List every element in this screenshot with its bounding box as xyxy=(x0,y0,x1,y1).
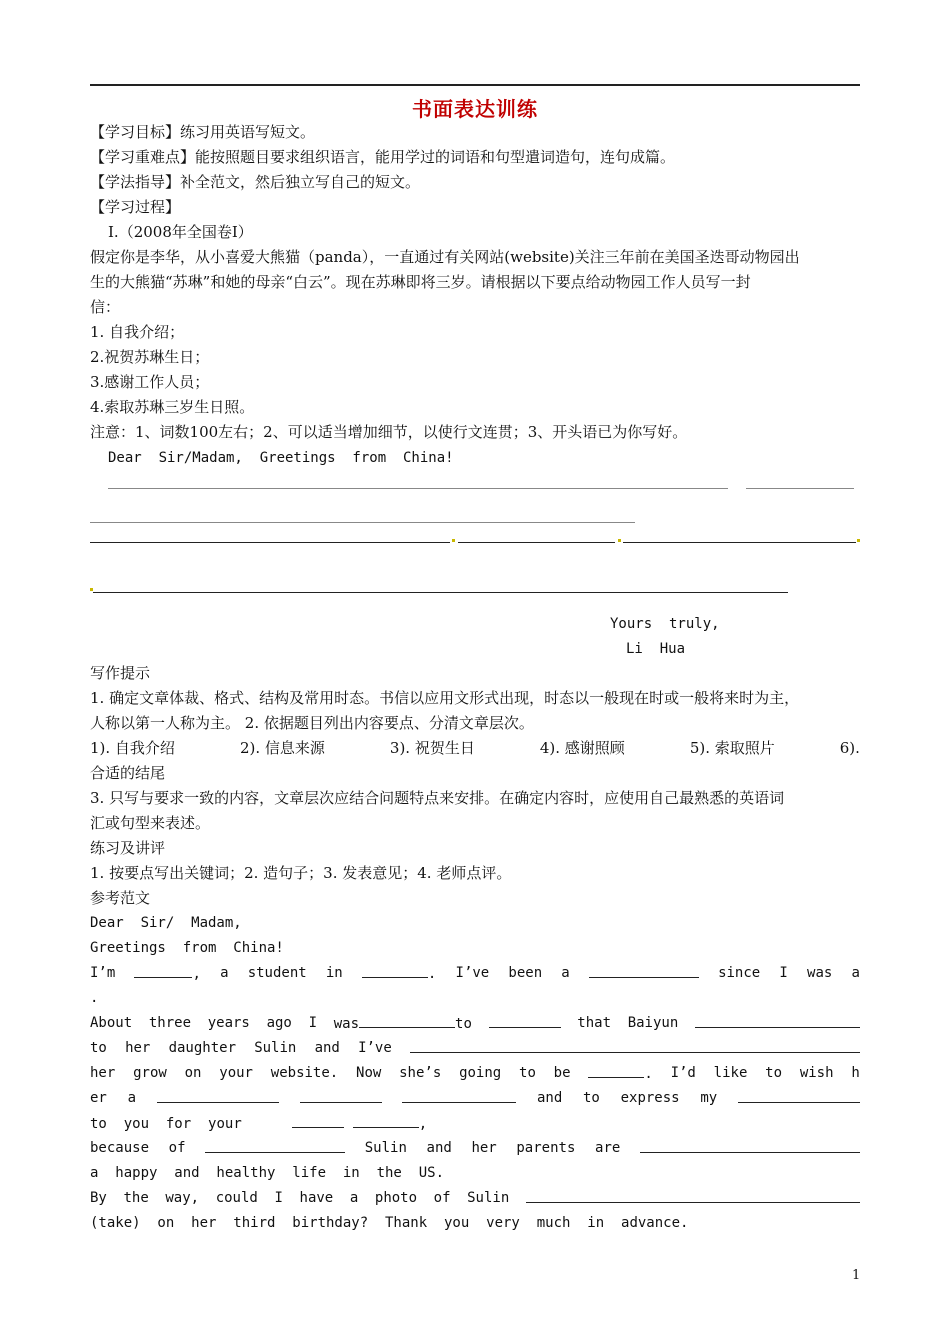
tip-3b: 汇或句型来表述。 xyxy=(90,814,211,832)
word: Sulin xyxy=(254,1040,297,1056)
blank-group xyxy=(334,1013,472,1034)
fill-blank[interactable] xyxy=(589,963,699,978)
word: of xyxy=(433,1190,451,1206)
fill-blank[interactable] xyxy=(353,1113,419,1128)
word: to xyxy=(583,1090,600,1106)
mark-dot xyxy=(452,539,455,542)
word: I’ve xyxy=(358,1040,392,1056)
practice-heading: 练习及讲评 xyxy=(90,839,166,857)
writing-line-1a[interactable] xyxy=(108,488,728,489)
sample-line-5 xyxy=(90,1013,860,1034)
letter-signature: Li Hua xyxy=(626,641,686,657)
sample-line-11: a happy and healthy life in the US. xyxy=(90,1165,445,1181)
word: I xyxy=(274,1190,283,1206)
fill-blank[interactable] xyxy=(134,963,192,978)
letter-closing: Yours truly, xyxy=(610,616,720,632)
word: that xyxy=(577,1015,611,1031)
top-rule xyxy=(90,84,860,86)
word: was xyxy=(807,965,833,981)
tips-heading: 写作提示 xyxy=(90,664,151,682)
task-point-2: 2.祝贺苏琳生日； xyxy=(90,348,210,366)
fill-blank[interactable] xyxy=(738,1088,860,1103)
word: are xyxy=(595,1140,621,1156)
fill-blank[interactable] xyxy=(402,1088,516,1103)
word: like xyxy=(713,1065,748,1081)
word: and xyxy=(536,1090,563,1106)
sample-line-13: (take) on her third birthday? Thank you very much in advance. xyxy=(90,1215,689,1231)
word: . xyxy=(427,966,437,982)
writing-line-1b[interactable] xyxy=(746,488,854,489)
writing-line-3b[interactable] xyxy=(458,542,615,543)
word: your xyxy=(219,1065,253,1081)
tip-step: 5). 索取照片 xyxy=(689,739,775,757)
practice-steps: 1. 按要点写出关键词；2. 造句子；3. 发表意见；4. 老师点评。 xyxy=(90,864,512,882)
word: By xyxy=(90,1190,107,1206)
tip-step: 6). xyxy=(839,739,860,757)
sample-line-8 xyxy=(90,1088,860,1108)
sample-line-9 xyxy=(90,1113,427,1134)
task-point-3: 3.感谢工作人员； xyxy=(90,373,210,391)
sample-line-10 xyxy=(90,1138,860,1158)
sample-line-12 xyxy=(90,1188,860,1208)
word: wish xyxy=(799,1065,834,1081)
word: going xyxy=(459,1065,502,1081)
word: I’d xyxy=(670,1065,696,1081)
writing-line-2[interactable] xyxy=(90,522,635,523)
fill-blank[interactable] xyxy=(205,1138,345,1153)
sample-heading: 参考范文 xyxy=(90,889,151,907)
tip-1b: 人称以第一人称为主。 2. 依据题目列出内容要点、分清文章层次。 xyxy=(90,714,534,732)
task-point-4: 4.索取苏琳三岁生日照。 xyxy=(90,398,255,416)
tip-3a: 3. 只写与要求一致的内容，文章层次应结合问题特点来安排。在确定内容时，应使用自己最熟悉的英语词 xyxy=(90,789,785,807)
task-note: 注意：1、词数100左右；2、可以适当增加细节，以使行文连贯；3、开头语已为你写好。 xyxy=(90,423,688,441)
writing-line-3a[interactable] xyxy=(90,542,450,543)
word: a xyxy=(220,965,229,981)
word: for xyxy=(165,1116,192,1132)
process-line: 【学习过程】 xyxy=(90,198,181,216)
page-number: 1 xyxy=(852,1268,861,1283)
word: h xyxy=(851,1065,860,1081)
word: Now xyxy=(356,1065,382,1081)
tip-1a: 1. 确定文章体裁、格式、结构及常用时态。书信以应用文形式出现，时态以一般现在时或一般将来时为主， xyxy=(90,689,800,707)
fill-blank[interactable] xyxy=(489,1013,561,1028)
word: student xyxy=(247,965,307,981)
word: she’s xyxy=(399,1065,442,1081)
word: I xyxy=(779,965,788,981)
fill-blank[interactable] xyxy=(410,1038,860,1053)
fill-blank[interactable] xyxy=(526,1188,860,1203)
word: I’ve xyxy=(455,965,490,981)
fill-blank[interactable] xyxy=(640,1138,860,1153)
word: of xyxy=(168,1140,186,1156)
word: have xyxy=(299,1190,334,1206)
word: because xyxy=(90,1140,150,1156)
word: her xyxy=(90,1065,116,1081)
word: photo xyxy=(374,1190,418,1206)
word: Sulin xyxy=(364,1140,407,1156)
word: her xyxy=(471,1140,497,1156)
word: the xyxy=(123,1190,149,1206)
mark-dot xyxy=(618,539,621,542)
blank-group xyxy=(134,963,200,984)
word: I xyxy=(308,1015,318,1031)
sample-line-4: . xyxy=(90,990,99,1006)
writing-line-3c[interactable] xyxy=(623,542,856,543)
word: parents xyxy=(516,1140,576,1156)
word: could xyxy=(215,1190,258,1206)
blank-group xyxy=(362,963,436,984)
word: ago xyxy=(266,1015,292,1031)
mark-dot xyxy=(857,539,860,542)
fill-blank[interactable] xyxy=(695,1013,860,1028)
word: and xyxy=(314,1040,340,1056)
word: to xyxy=(765,1065,783,1081)
word: Sulin xyxy=(467,1190,510,1206)
tip-step: 1). 自我介绍 xyxy=(90,739,175,757)
fill-blank[interactable] xyxy=(292,1113,344,1128)
mark-dot xyxy=(90,588,93,591)
word: since xyxy=(718,965,761,981)
word: express xyxy=(620,1090,680,1106)
word: years xyxy=(207,1015,250,1031)
guide-line: 【学法指导】补全范文，然后独立写自己的短文。 xyxy=(90,173,421,191)
task-prompt-3: 信： xyxy=(90,298,121,316)
word: er xyxy=(90,1090,107,1106)
word: to xyxy=(90,1116,107,1132)
word: to xyxy=(519,1065,536,1081)
word: you xyxy=(123,1116,150,1132)
tip-steps xyxy=(90,738,860,758)
word: website. xyxy=(270,1065,339,1081)
sample-line-7 xyxy=(90,1063,860,1084)
word: on xyxy=(184,1065,202,1081)
word: Baiyun xyxy=(627,1015,679,1031)
word: grow xyxy=(133,1065,167,1081)
sample-line-6 xyxy=(90,1038,860,1058)
word: my xyxy=(700,1090,718,1106)
word: was xyxy=(333,1016,360,1032)
tip-step: 2). 信息来源 xyxy=(239,739,325,757)
writing-line-4[interactable] xyxy=(93,592,788,593)
task-point-1: 1. 自我介绍； xyxy=(90,323,185,341)
word: I’m xyxy=(90,965,116,981)
sample-greeting: Greetings from China! xyxy=(90,940,284,956)
tip-step-6: 合适的结尾 xyxy=(90,764,166,782)
word: been xyxy=(508,965,543,981)
task-source: I.（2008年全国卷Ⅰ） xyxy=(108,223,253,241)
word: , xyxy=(192,966,201,982)
word: your xyxy=(208,1116,242,1132)
letter-greeting: Dear Sir/Madam, Greetings from China! xyxy=(108,450,454,466)
word: a xyxy=(127,1090,137,1106)
word: be xyxy=(553,1065,571,1081)
word: a xyxy=(851,965,860,981)
fill-blank[interactable] xyxy=(588,1063,644,1078)
goal-line: 【学习目标】练习用英语写短文。 xyxy=(90,123,316,141)
word: to xyxy=(455,1016,472,1032)
focus-line: 【学习重难点】能按照题目要求组织语言，能用学过的词语和句型遣词造句，连句成篇。 xyxy=(90,148,676,166)
word: a xyxy=(561,965,570,981)
fill-blank[interactable] xyxy=(300,1088,382,1103)
word: her xyxy=(125,1040,151,1056)
word: . xyxy=(644,1066,653,1082)
task-prompt-1: 假定你是李华，从小喜爱大熊猫（panda），一直通过有关网站(website)关注三年前在美国圣迭哥动物园出 xyxy=(90,248,800,266)
fill-blank[interactable] xyxy=(362,963,428,978)
word: three xyxy=(148,1015,192,1031)
word: in xyxy=(325,965,343,981)
word: to xyxy=(90,1040,107,1056)
page-title: 书面表达训练 xyxy=(412,97,538,121)
fill-blank[interactable] xyxy=(359,1013,455,1028)
word: , xyxy=(418,1116,428,1132)
word: way, xyxy=(165,1190,200,1206)
fill-blank[interactable] xyxy=(157,1088,279,1103)
sample-line-3 xyxy=(90,963,860,984)
word: About xyxy=(90,1015,133,1031)
word: a xyxy=(349,1190,359,1206)
sample-salutation: Dear Sir/ Madam, xyxy=(90,915,242,931)
word: and xyxy=(426,1140,452,1156)
tip-step: 3). 祝贺生日 xyxy=(389,739,475,757)
blank-group xyxy=(588,1063,652,1084)
task-prompt-2: 生的大熊猫“苏琳”和她的母亲“白云”。现在苏琳即将三岁。请根据以下要点给动物园工作人员写一封 xyxy=(90,273,751,291)
tip-step: 4). 感谢照顾 xyxy=(539,739,625,757)
word: daughter xyxy=(168,1040,236,1056)
